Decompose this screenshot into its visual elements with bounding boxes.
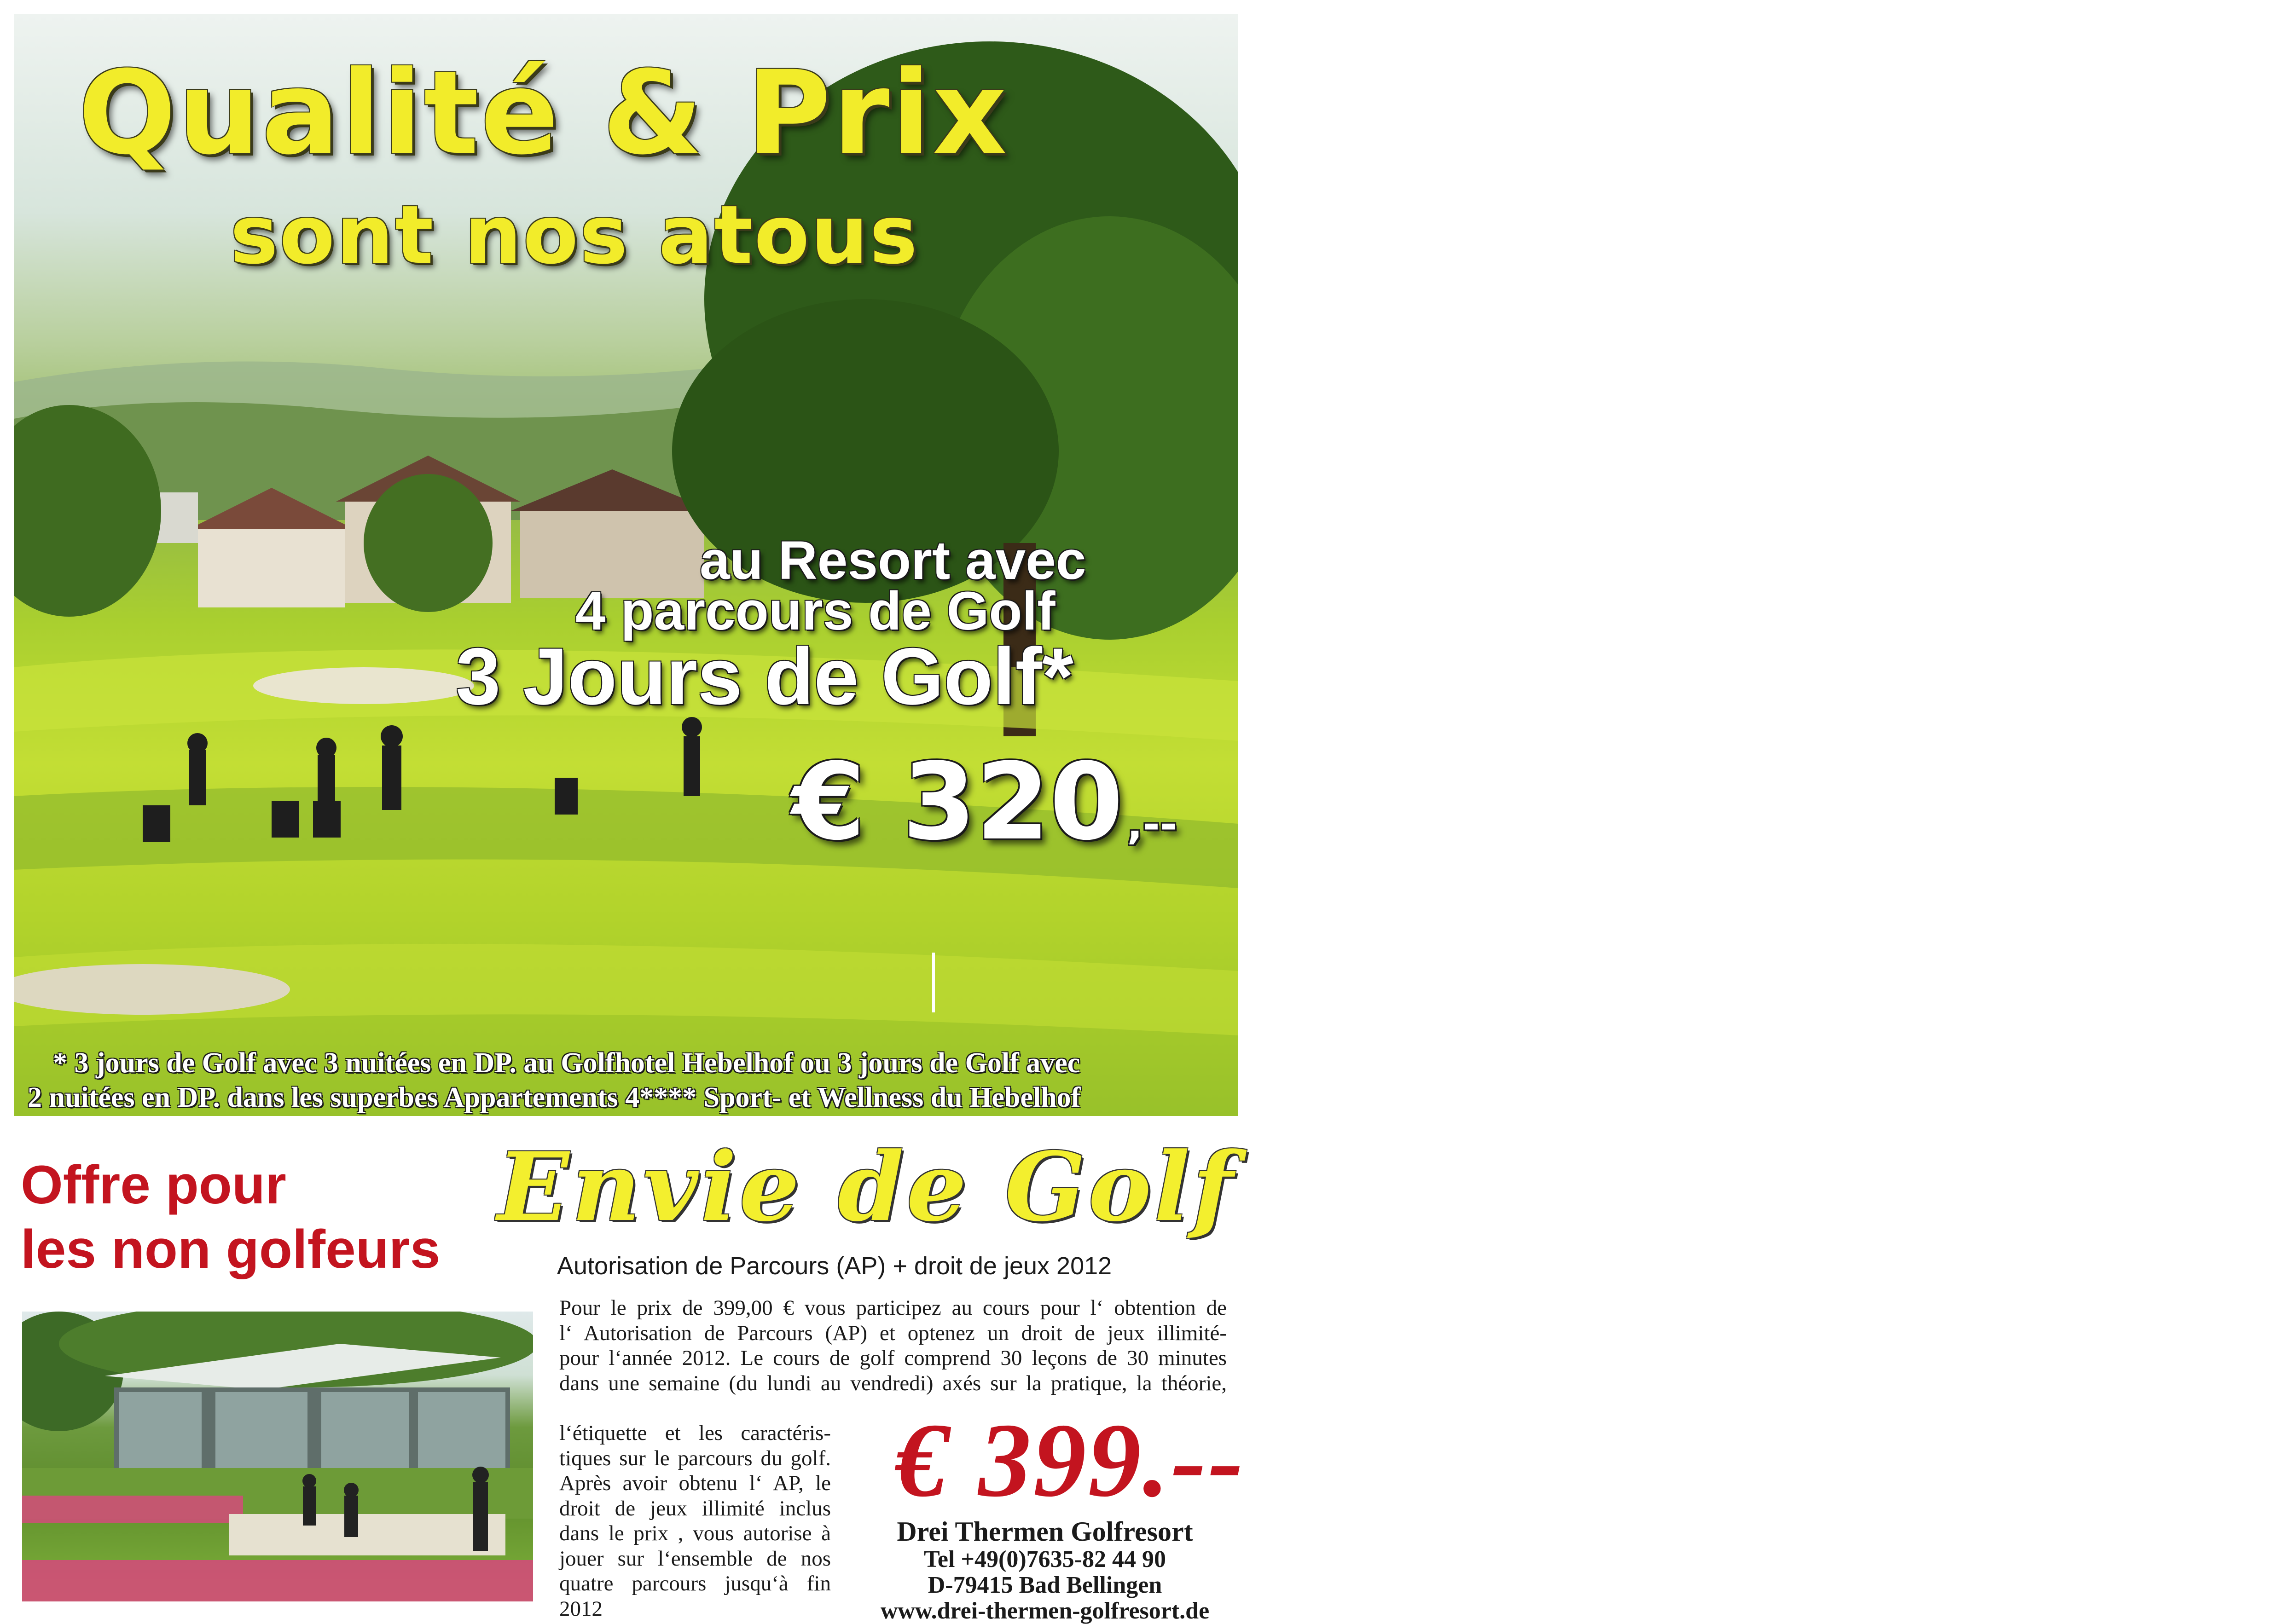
contact-website: www.drei-thermen-golfresort.de <box>880 1598 1210 1624</box>
footnote-line-1: * 3 jours de Golf avec 3 nuitées en DP. au Golfhotel Hebelhof ou 3 jours de Golf avec <box>53 1047 1080 1079</box>
resort-line-2: 4 parcours de Golf <box>575 581 1056 642</box>
ap-title: Autorisation de Parcours (AP) + droit de jeux 2012 <box>557 1252 1112 1280</box>
hero-price <box>792 741 1177 864</box>
body-line: Pour le prix de 399,00 € vous participez au cours pour l‘ obtention de <box>559 1296 1227 1320</box>
golf-course-photo <box>14 14 1238 1116</box>
envie-de-golf-title: Envie de Golf <box>497 1132 1236 1243</box>
body-text-wide <box>559 1295 1227 1396</box>
resort-line-1: au Resort avec <box>700 530 1086 591</box>
body-line: jouer sur l‘ensemble de nos <box>559 1546 831 1571</box>
body-line: l‘ Autorisation de Parcours (AP) et optenez un droit de jeux illimité- <box>559 1321 1227 1345</box>
body-line: droit de jeux illimité inclus <box>559 1496 831 1520</box>
offer-heading-line-1: Offre pour <box>21 1155 286 1215</box>
offer-heading <box>21 1153 440 1282</box>
contact-phone: Tel +49(0)7635-82 44 90 <box>923 1546 1166 1572</box>
hero-price-main: € 320 <box>792 741 1124 864</box>
body-line: Après avoir obtenu l‘ AP, le <box>559 1471 831 1495</box>
offer-price: € 399.-- <box>895 1401 1246 1519</box>
body-text-narrow <box>559 1421 831 1621</box>
hero-price-cents: ,-- <box>1127 800 1177 849</box>
body-line: quatre parcours jusqu‘à fin <box>559 1572 831 1595</box>
driving-range-photo <box>22 1312 533 1601</box>
footnote-line-2: 2 nuitées en DP. dans les superbes Appartements 4**** Sport- et Wellness du Hebelhof <box>28 1082 1081 1113</box>
contact-name: Drei Thermen Golfresort <box>897 1516 1193 1547</box>
contact-block <box>865 1516 1224 1624</box>
driving-range-illustration <box>22 1312 533 1601</box>
body-line: dans le prix , vous autorise à <box>559 1521 831 1545</box>
body-line: pour l‘année 2012. Le cours de golf comprend 30 leçons de 30 minutes <box>559 1346 1227 1370</box>
resort-line-3: 3 Jours de Golf* <box>456 632 1073 722</box>
body-line: tiques sur le parcours du golf. <box>559 1446 831 1470</box>
body-line: dans une semaine (du lundi au vendredi) axés sur la pratique, la théorie, <box>559 1371 1227 1395</box>
body-line: 2012 <box>559 1596 603 1621</box>
body-line: l‘étiquette et les caractéris- <box>559 1421 831 1445</box>
offer-heading-line-2: les non golfeurs <box>21 1219 441 1280</box>
subheadline: sont nos atous <box>230 189 919 282</box>
contact-address: D-79415 Bad Bellingen <box>928 1572 1162 1598</box>
headline: Qualité & Prix <box>78 46 1009 180</box>
